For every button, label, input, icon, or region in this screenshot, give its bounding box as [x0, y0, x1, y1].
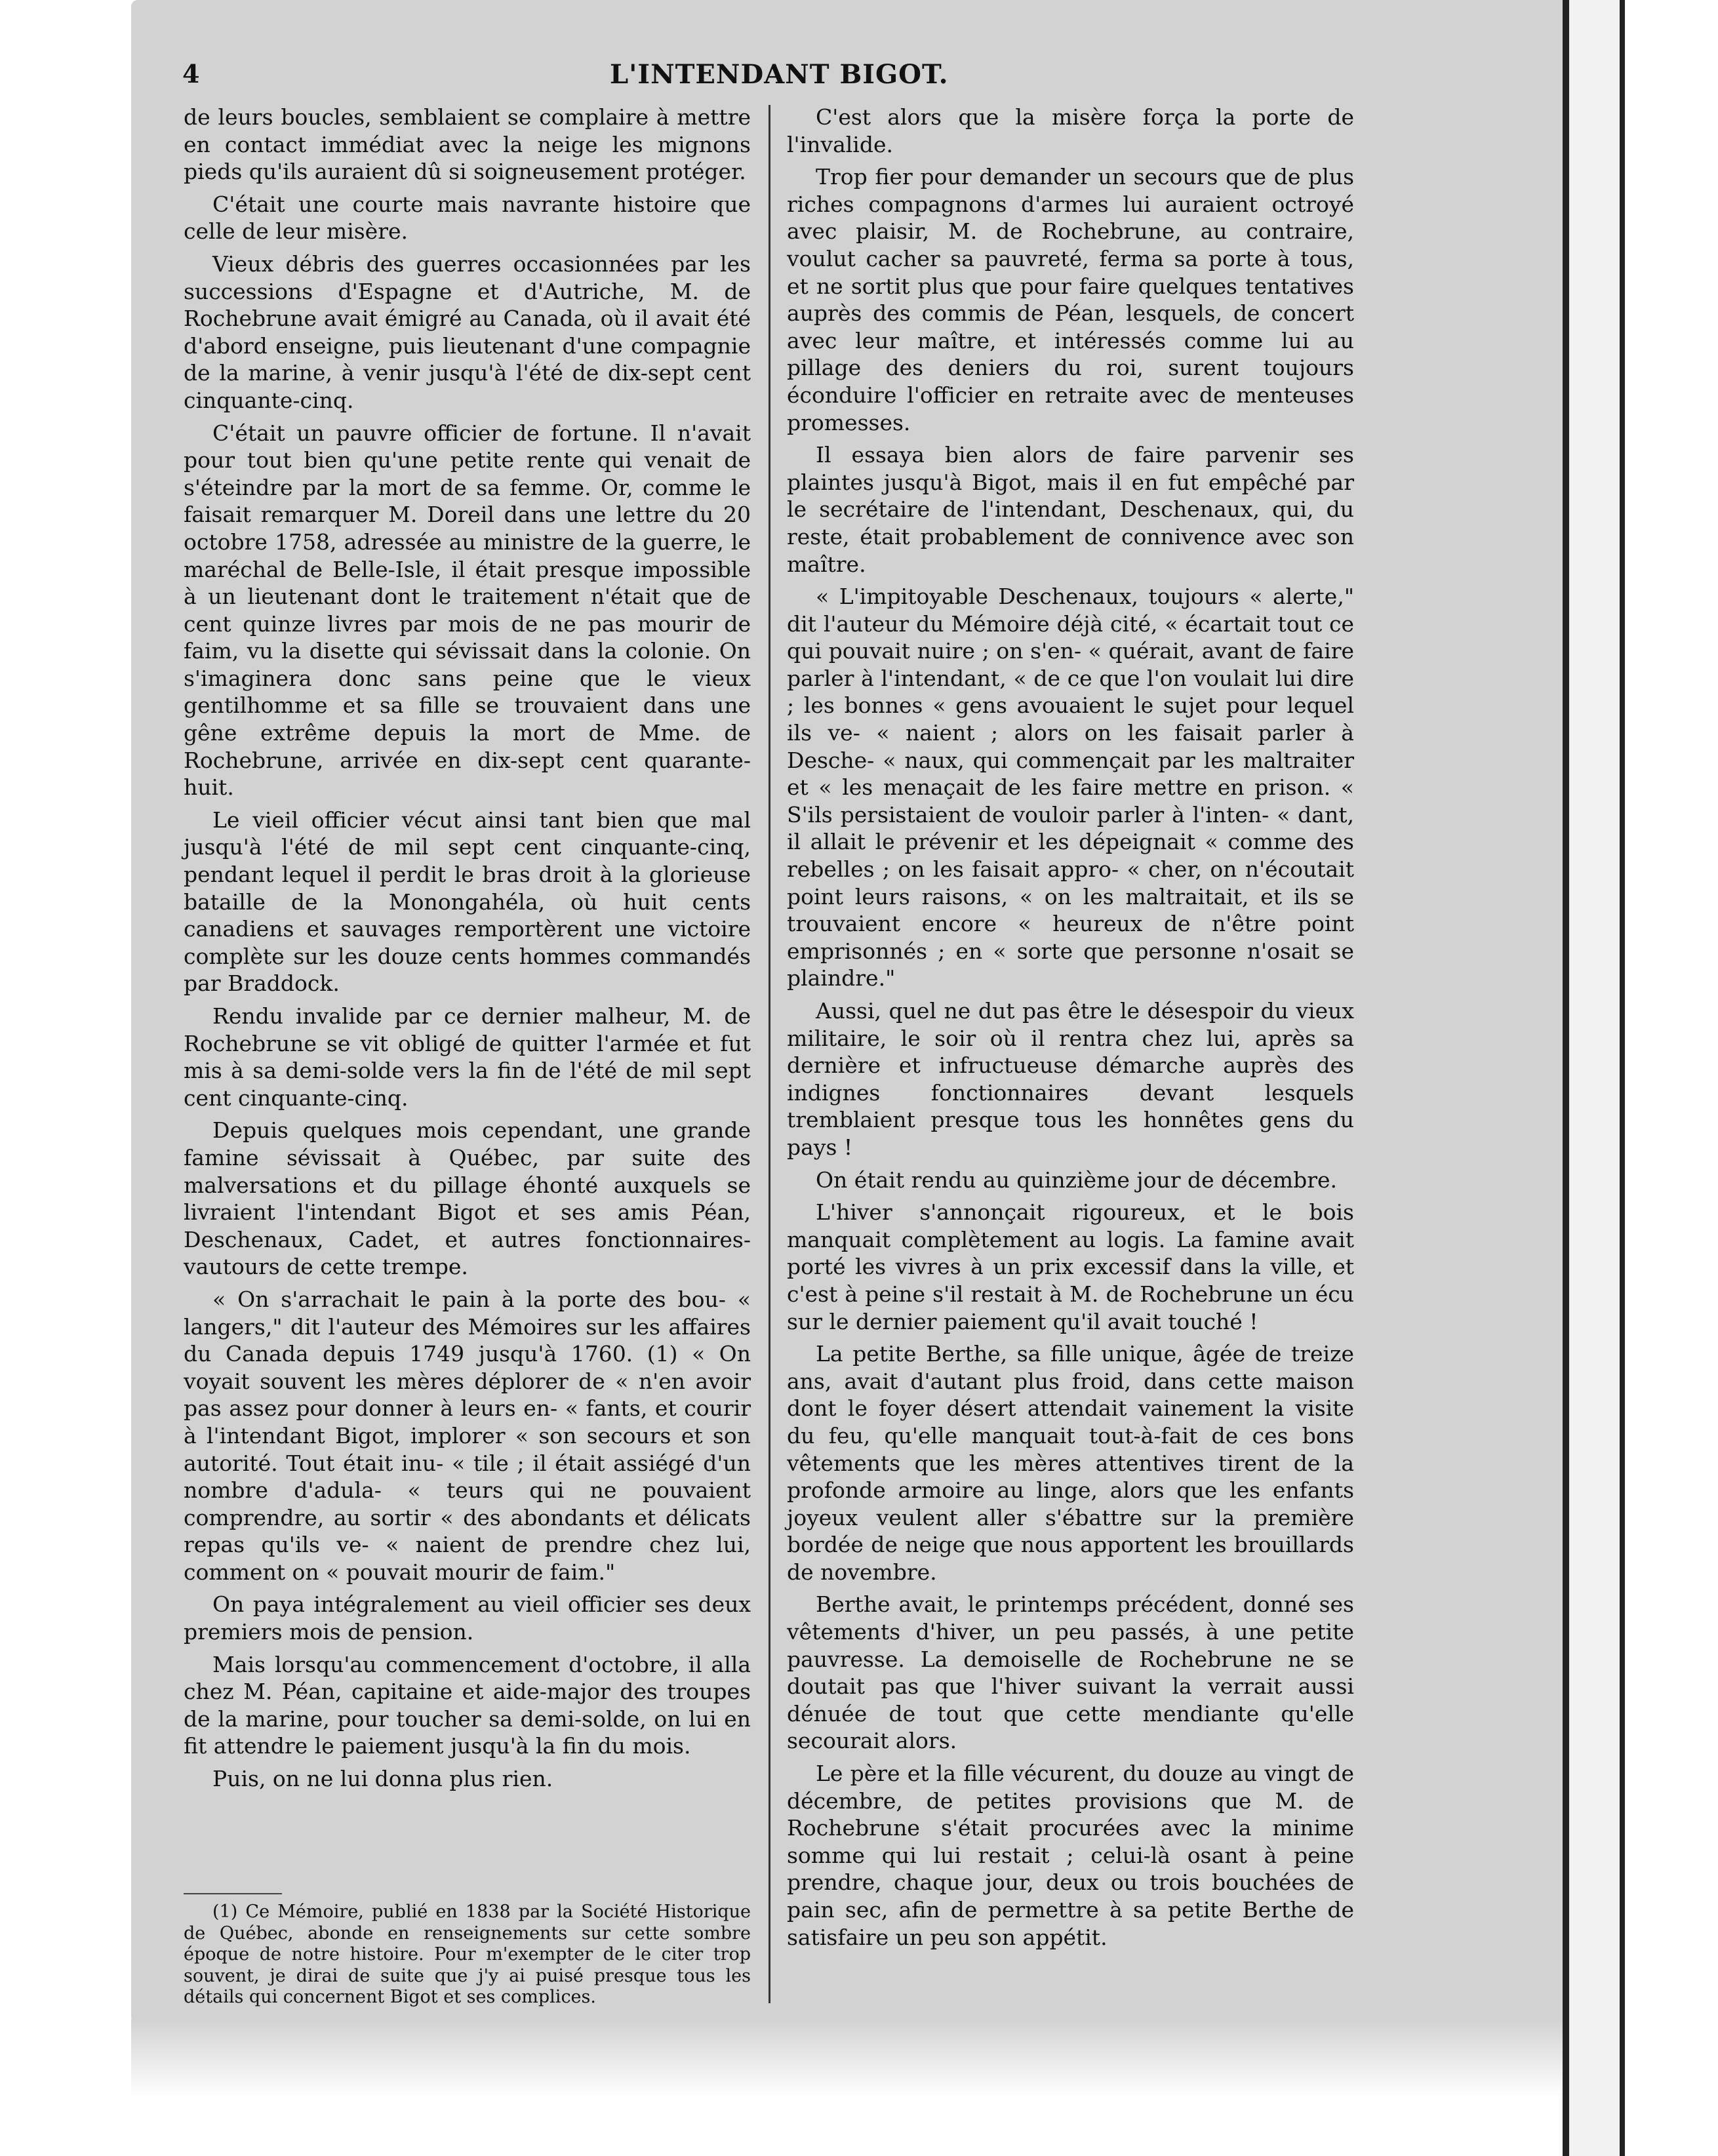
scan-bottom-shadow — [131, 2020, 1574, 2098]
paragraph: La petite Berthe, sa fille unique, âgée de treize ans, avait d'autant plus froid, dans cette maison dont le foyer désert attendait vainement la visite du feu, qu'elle manquait tout-à-fait de ces bons vêtements que les mères attentives tirent de la profonde armoire au linge, alors que les enfants joyeux veulent aller s'ébattre sur la première bordée de neige que nous apportent les brouillards de novembre. — [787, 1341, 1354, 1585]
footnote: (1) Ce Mémoire, publié en 1838 par la Société Historique de Québec, abonde en renseignements sur cette sombre époque de notre histoire. Pour m'exempter de le citer trop souvent, je dirai de suite que j'y ai puisé presque tous les détails qui concernent Bigot et ses complices. — [184, 1902, 751, 2007]
right-text-column — [787, 104, 1354, 1951]
paragraph: C'est alors que la misère força la porte de l'invalide. — [787, 104, 1354, 157]
paragraph: C'était une courte mais navrante histoire que celle de leur misère. — [184, 191, 751, 245]
paragraph: Depuis quelques mois cependant, une grande famine sévissait à Québec, par suite des malversations et du pillage éhonté auxquels se livraient l'intendant Bigot et ses amis Péan, Deschenaux, Cadet, et autres fonctionnaires-vautours de cette trempe. — [184, 1117, 751, 1280]
page-edge-line — [1563, 0, 1569, 2156]
column-divider — [769, 105, 770, 2003]
paragraph: Le vieil officier vécut ainsi tant bien que mal jusqu'à l'été de mil sept cent cinquante-cinq, pendant lequel il perdit le bras droit à la glorieuse bataille de la Monongahéla, où huit cents canadiens et sauvages remportèrent une victoire complète sur les douze cents hommes commandés par Braddock. — [184, 807, 751, 997]
paragraph: Il essaya bien alors de faire parvenir ses plaintes jusqu'à Bigot, mais il en fut empêché par le secrétaire de l'intendant, Deschenaux, qui, du reste, était probablement de connivence avec son maître. — [787, 442, 1354, 577]
paragraph: Puis, on ne lui donna plus rien. — [212, 1766, 553, 1792]
paragraph: On était rendu au quinzième jour de décembre. — [816, 1167, 1338, 1193]
quoted-paragraph: « On s'arrachait le pain à la porte des bou- « langers," dit l'auteur des Mémoires sur les affaires du Canada depuis 1749 jusqu'à 1760. (1) « On voyait souvent les mères déplorer de « n'en avoir pas assez pour donner à leurs en- « fants, et courir à l'intendant Bigot, implorer « son secours et son autorité. Tout était inu- « tile ; il était assiégé d'un nombre d'adula- « teurs qui ne pouvaient comprendre, au sortir « des abondants et délicats repas qu'ils ve- « naient de prendre chez lui, comment on « pouvait mourir de faim." — [184, 1286, 751, 1585]
paragraph: Trop fier pour demander un secours que de plus riches compagnons d'armes lui auraient octroyé avec plaisir, M. de Rochebrune, au contraire, voulut cacher sa pauvreté, ferma sa porte à tous, et ne sortit plus que pour faire quelques tentatives auprès des commis de Péan, lesquels, de concert avec leur maître, et intéressés comme lui au pillage des deniers du roi, surent toujours éconduire l'officier en retraite avec de menteuses promesses. — [787, 164, 1354, 435]
page-edge-line-outer — [1620, 0, 1625, 2156]
running-title: L'INTENDANT BIGOT. — [610, 59, 949, 90]
quoted-paragraph: « L'impitoyable Deschenaux, toujours « alerte," dit l'auteur du Mémoire déjà cité, « écartait tout ce qui pouvait nuire ; on s'en- « quérait, avant de faire parler à l'intendant, « de ce que l'on voulait lui dire ; les bonnes « gens avouaient le sujet pour lequel ils ve- « naient ; alors on les faisait parler à Desche- « naux, qui commençait par les maltraiter et « les menaçait de les faire mettre en prison. « S'ils persistaient de vouloir parler à l'inten- « dant, il allait le prévenir et les dépeignait « comme des rebelles ; on les faisait appro- « cher, on n'écoutait point leurs raisons, « on les maltraitait, et ils se trouvaient encore « heureux de n'être point emprisonnés ; en « sorte que personne n'osait se plaindre." — [787, 584, 1354, 991]
paragraph: L'hiver s'annonçait rigoureux, et le bois manquait complètement au logis. La famine avait porté les vivres à un prix excessif dans la ville, et c'est à peine s'il restait à M. de Rochebrune un écu sur le dernier paiement qu'il avait touché ! — [787, 1199, 1354, 1334]
paragraph: Mais lorsqu'au commencement d'octobre, il alla chez M. Péan, capitaine et aide-major des troupes de la marine, pour toucher sa demi-solde, on lui en fit attendre le paiement jusqu'à la fin du mois. — [184, 1651, 751, 1759]
paragraph: Vieux débris des guerres occasionnées par les successions d'Espagne et d'Autriche, M. de Rochebrune avait émigré au Canada, où il avait été d'abord enseigne, puis lieutenant d'une compagnie de la marine, à venir jusqu'à l'été de dix-sept cent cinquante-cinq. — [184, 250, 751, 413]
paragraph: Rendu invalide par ce dernier malheur, M. de Rochebrune se vit obligé de quitter l'armée et fut mis à sa demi-solde vers la fin de l'été de mil sept cent cinquante-cinq. — [184, 1003, 751, 1111]
paragraph: C'était un pauvre officier de fortune. Il n'avait pour tout bien qu'une petite rente qui venait de s'éteindre par la mort de sa femme. Or, comme le faisait remarquer M. Doreil dans une lettre du 20 octobre 1758, adressée au ministre de la guerre, le maréchal de Belle-Isle, il était presque impossible à un lieutenant dont le traitement n'était que de cent quinze livres par mois de ne pas mourir de faim, vu la disette qui sévissait dans la colonie. On s'imaginera donc sans peine que le vieux gentilhomme et sa fille se trouvaient dans une gêne extrême depuis la mort de Mme. de Rochebrune, arrivée en dix-sept cent quarante-huit. — [184, 420, 751, 801]
paragraph: Le père et la fille vécurent, du douze au vingt de décembre, de petites provisions que M. de Rochebrune s'était procurées avec la minime somme qui lui restait ; celui-là osant à peine prendre, chaque jour, deux ou trois bouchées de pain sec, afin de permettre à sa petite Berthe de satisfaire un peu son appétit. — [787, 1761, 1354, 1950]
page-number: 4 — [182, 59, 200, 89]
paragraph: On paya intégralement au vieil officier ses deux premiers mois de pension. — [184, 1591, 751, 1645]
left-text-column — [184, 104, 751, 1793]
footnote-rule — [184, 1893, 282, 1894]
paragraph: Aussi, quel ne dut pas être le désespoir du vieux militaire, le soir où il rentra chez lui, après sa dernière et infructueuse démarche auprès des indignes fonctionnaires devant lesquels tremblaient presque tous les honnêtes gens du pays ! — [787, 998, 1354, 1160]
paragraph: de leurs boucles, semblaient se complaire à mettre en contact immédiat avec la neige les mignons pieds qu'ils auraient dû si soigneusement protéger. — [184, 104, 751, 185]
adjacent-page-strip — [1569, 0, 1620, 2156]
paragraph: Berthe avait, le printemps précédent, donné ses vêtements d'hiver, un peu passés, à une petite pauvresse. La demoiselle de Rochebrune ne se doutait pas que l'hiver suivant la verrait aussi dénuée de tout que cette mendiante qu'elle secourait alors. — [787, 1591, 1354, 1754]
